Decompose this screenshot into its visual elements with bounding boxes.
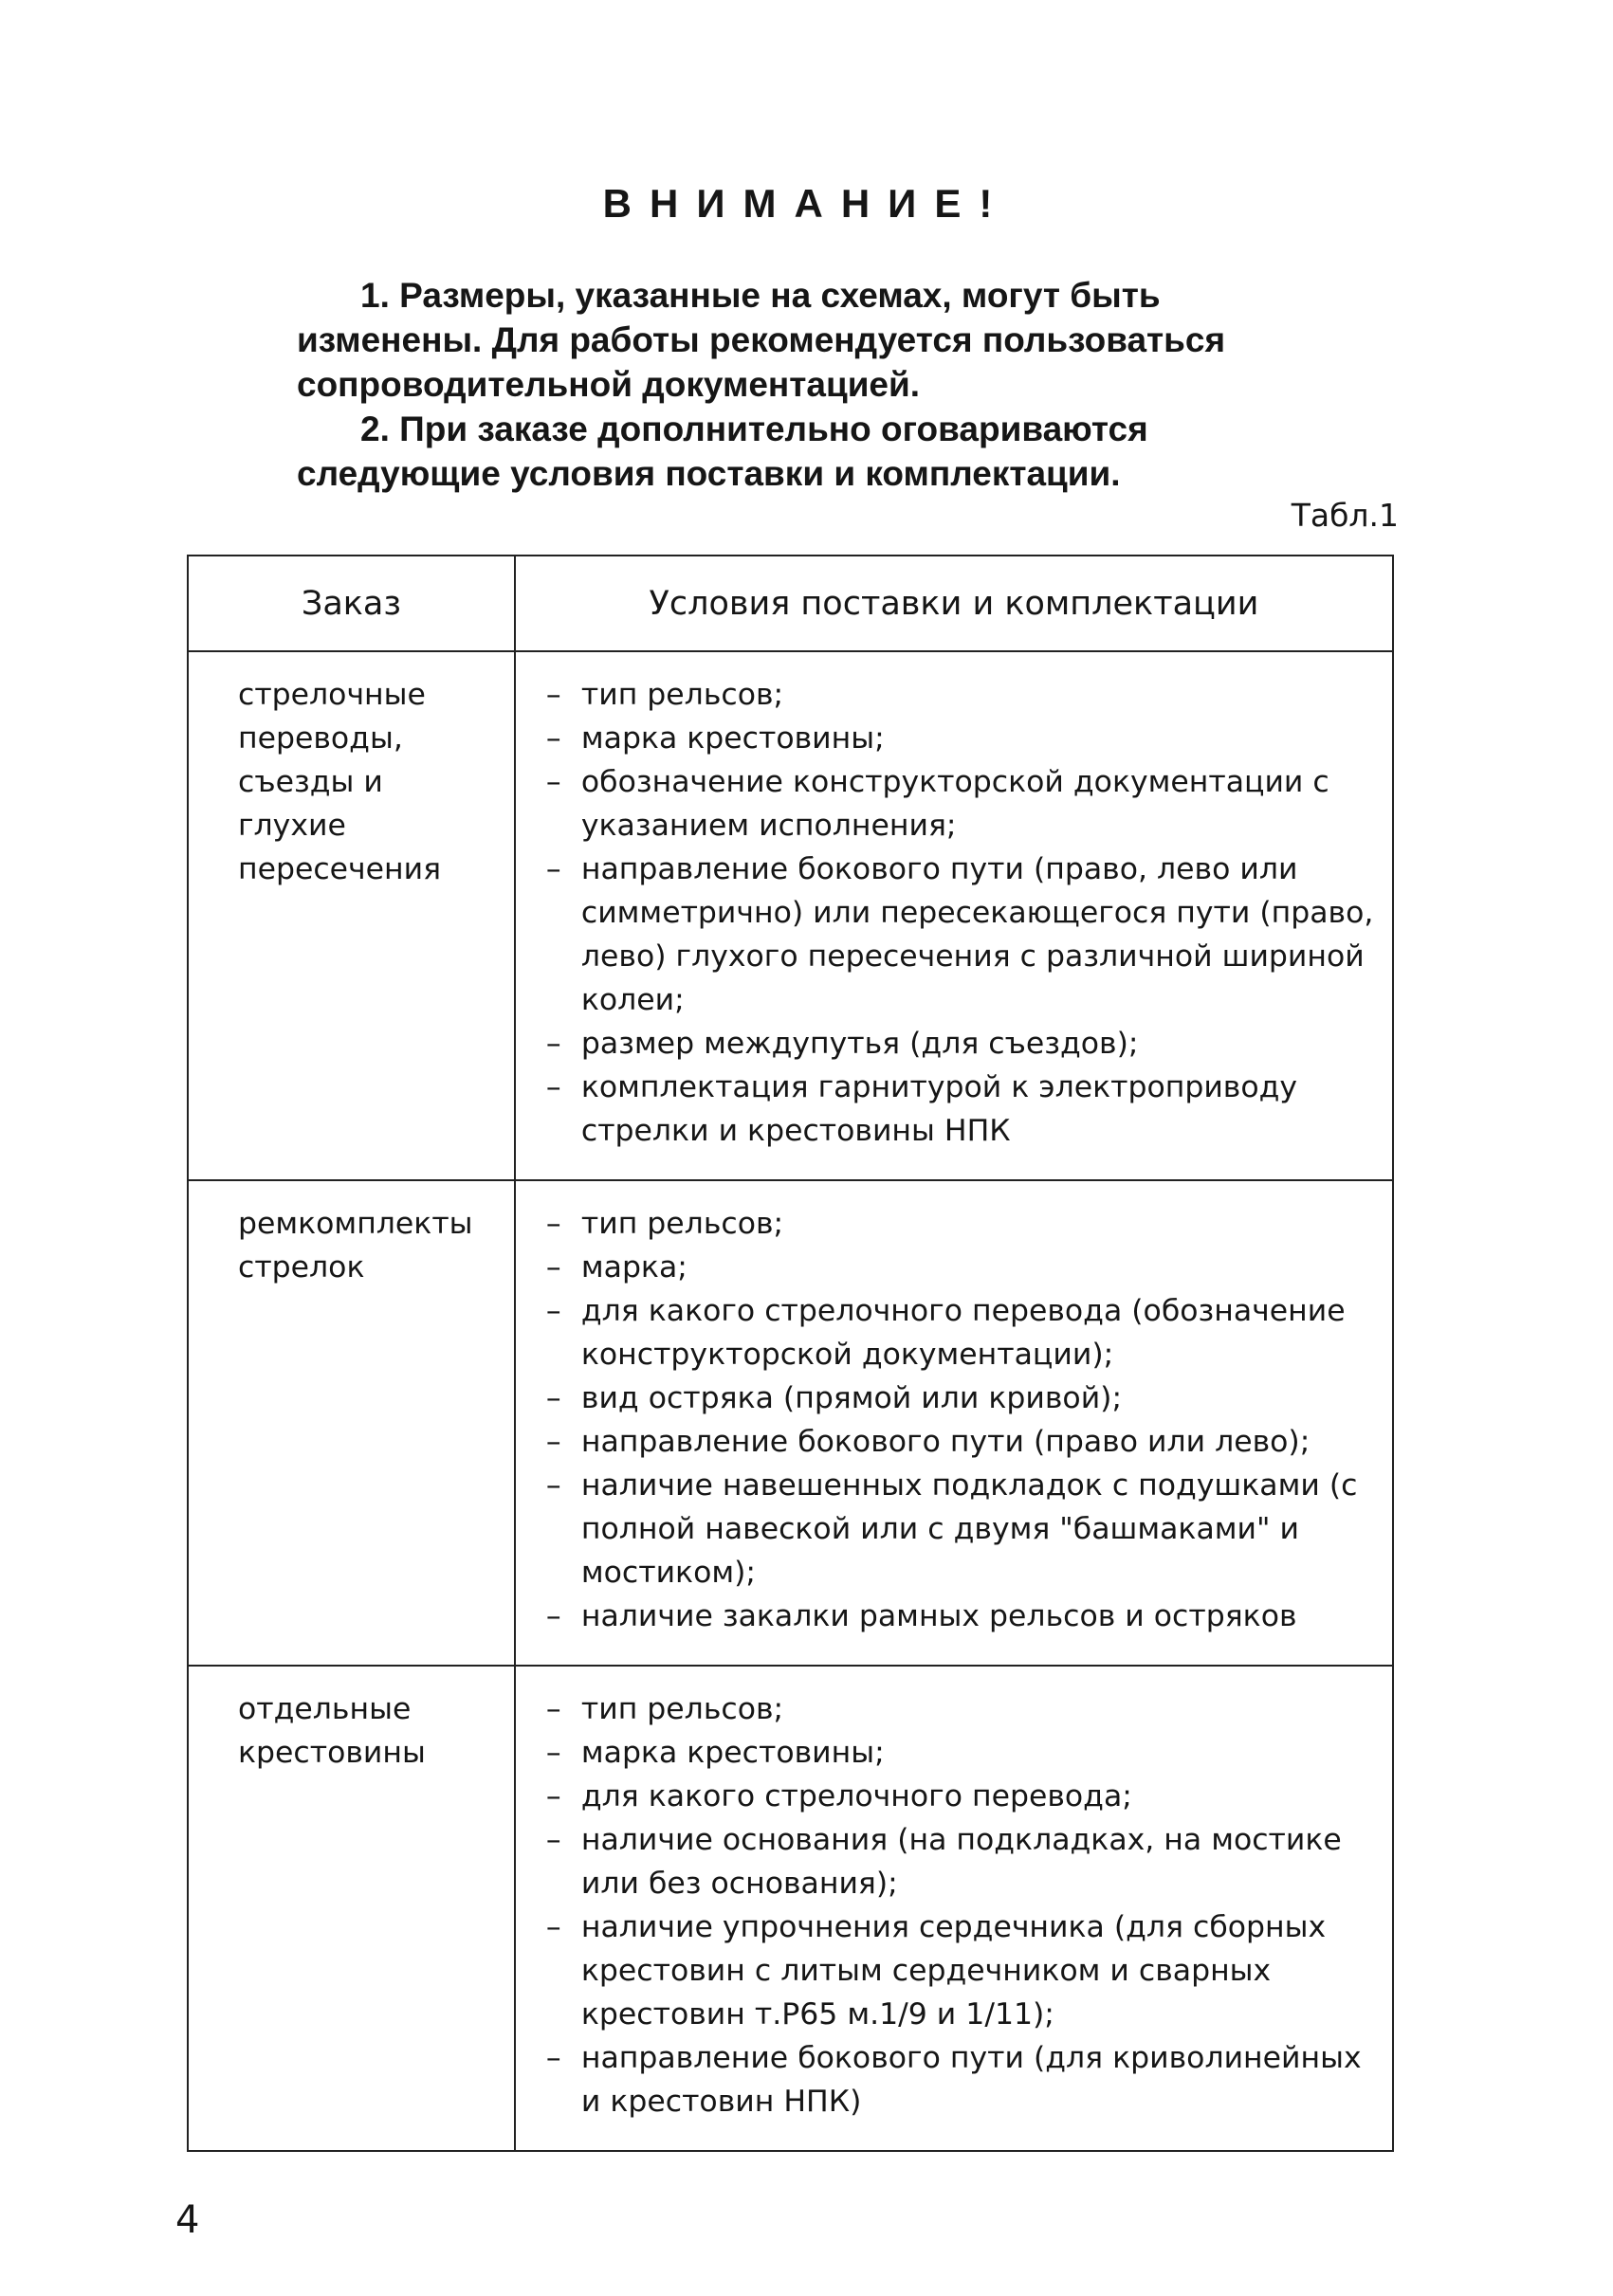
- notes-block: [297, 273, 1330, 496]
- note-1: 1. Размеры, указанные на схемах, могут быть изменены. Для работы рекомендуется пользоваться сопроводительной документацией.: [297, 276, 1226, 404]
- order-cell: [188, 1180, 515, 1666]
- list-item: – марка;: [545, 1250, 687, 1285]
- order-cell: [188, 651, 515, 1180]
- list-item: – обозначение конструкторской документации с указанием исполнения;: [545, 765, 1329, 843]
- list-item: – размер междупутья (для съездов);: [545, 1027, 1139, 1061]
- table-row: [188, 1180, 1393, 1666]
- list-item: – вид остряка (прямой или кривой);: [545, 1381, 1123, 1415]
- conditions-list: [546, 1687, 1383, 2123]
- list-item: – марка крестовины;: [545, 1736, 885, 1770]
- list-item: – направление бокового пути (право или лево);: [545, 1425, 1311, 1459]
- order-cell: [188, 1666, 515, 2151]
- list-item: – направление бокового пути (право, лево или симметрично) или пересекающегося пути (право, лево) глухого пересечения с различной шириной колеи;: [545, 852, 1374, 1017]
- order-text: стрелочные переводы, съезды и глухие пересечения: [238, 678, 442, 886]
- list-item: – наличие упрочнения сердечника (для сборных крестовин с литым сердечником и сварных крестовин т.Р65 м.1/9 и 1/11);: [545, 1910, 1327, 2032]
- list-item: – наличие основания (на подкладках, на мостике или без основания);: [545, 1823, 1342, 1901]
- header-conditions: Условия поставки и комплектации: [515, 556, 1393, 651]
- page-number: 4: [175, 2198, 200, 2242]
- list-item: – наличие закалки рамных рельсов и остряков: [545, 1599, 1297, 1633]
- order-text: отдельные крестовины: [238, 1692, 426, 1770]
- conditions-cell: [515, 1180, 1393, 1666]
- page-heading: ВНИМАНИЕ!: [602, 181, 1011, 226]
- header-order: Заказ: [188, 556, 515, 651]
- list-item: – наличие навешенных подкладок с подушками (с полной навеской или с двумя "башмаками" и мостиком);: [545, 1468, 1358, 1590]
- table-caption: Табл.1: [1291, 497, 1399, 534]
- list-item: – направление бокового пути (для криволинейных и крестовин НПК): [545, 2041, 1362, 2119]
- list-item: – тип рельсов;: [545, 1692, 784, 1726]
- list-item: – комплектация гарнитурой к электроприводу стрелки и крестовины НПК: [545, 1070, 1298, 1148]
- list-item: – тип рельсов;: [545, 678, 784, 712]
- list-item: – для какого стрелочного перевода (обозначение конструкторской документации);: [545, 1294, 1346, 1372]
- list-item: – тип рельсов;: [545, 1207, 784, 1241]
- conditions-list: [546, 1202, 1383, 1638]
- table-row: [188, 651, 1393, 1180]
- table-header-row: [188, 556, 1393, 651]
- list-item: – марка крестовины;: [545, 721, 885, 756]
- conditions-cell: [515, 1666, 1393, 2151]
- list-item: – для какого стрелочного перевода;: [545, 1779, 1132, 1813]
- conditions-table: [187, 555, 1394, 2152]
- note-2: 2. При заказе дополнительно оговариваются следующие условия поставки и комплектации.: [297, 410, 1148, 493]
- conditions-cell: [515, 651, 1393, 1180]
- order-text: ремкомплекты стрелок: [238, 1207, 473, 1285]
- conditions-list: [546, 673, 1383, 1153]
- table-row: [188, 1666, 1393, 2151]
